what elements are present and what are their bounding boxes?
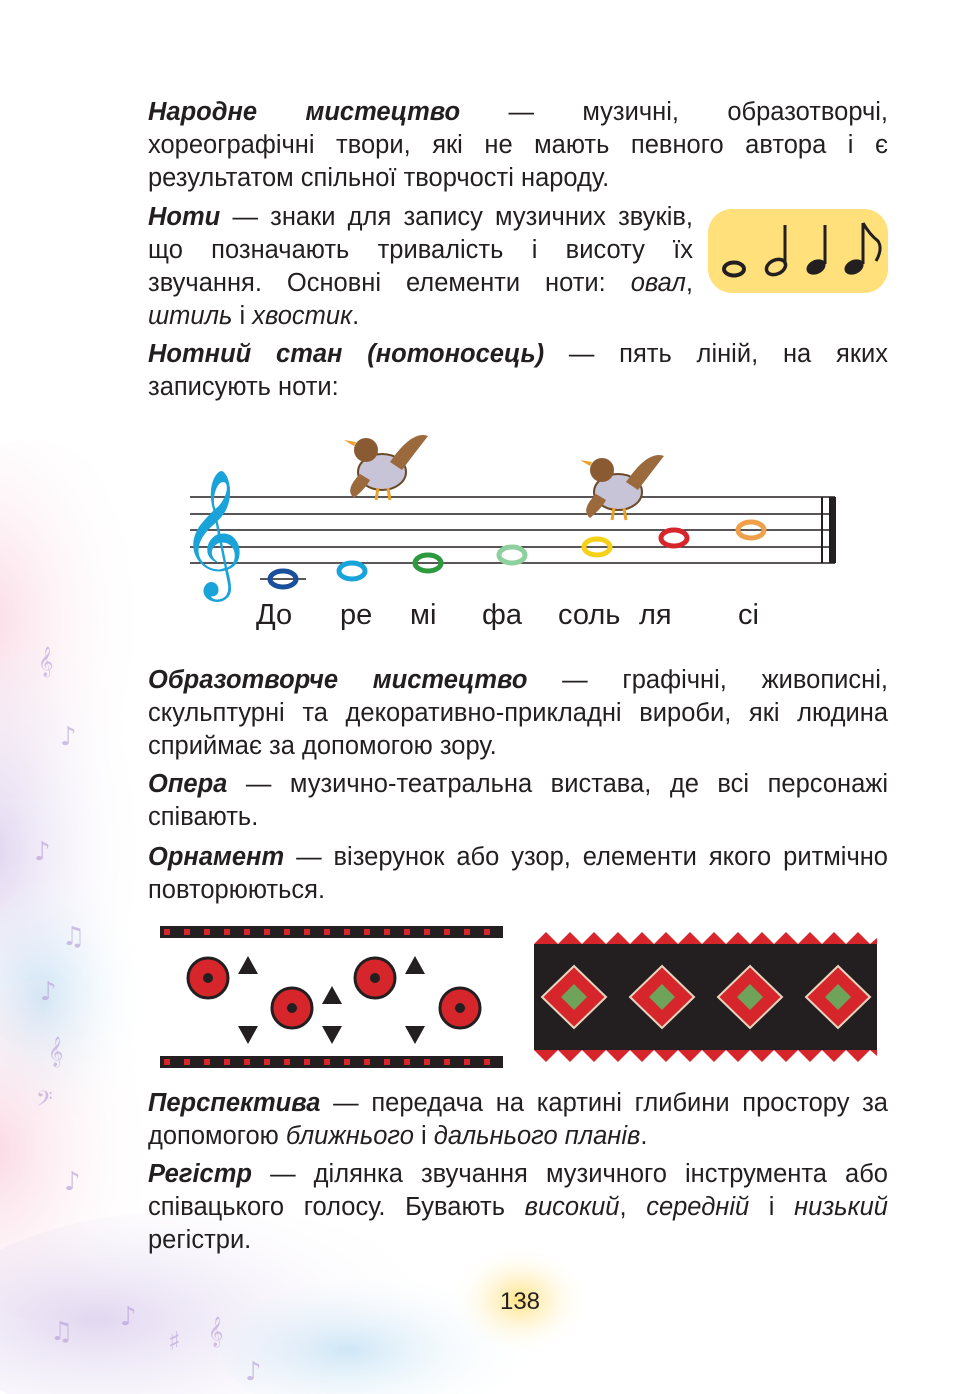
entry-staff (148, 338, 888, 404)
svg-text:𝄢: 𝄢 (36, 1087, 53, 1117)
definition-perspective: — передача на картині глибини простору за допомогою (148, 1089, 888, 1150)
term-register: Регістр (148, 1160, 252, 1188)
svg-text:♪: ♪ (245, 1357, 262, 1387)
perspective-near-plan: ближнього (285, 1122, 414, 1150)
solfege-sol: соль (558, 599, 621, 631)
solfege-fa: фа (482, 599, 522, 631)
note-element-flag: хвостик (252, 302, 353, 330)
entry-notes (148, 201, 693, 333)
separator: і (413, 1122, 434, 1150)
separator: регістри. (148, 1226, 252, 1254)
register-high: високий (524, 1193, 620, 1221)
solfege-re: ре (340, 599, 373, 631)
svg-text:♯: ♯ (168, 1327, 181, 1357)
solfege-mi: мі (410, 599, 437, 631)
svg-text:♪: ♪ (64, 1167, 81, 1197)
svg-text:𝄞: 𝄞 (208, 1317, 224, 1347)
term-staff: Нотний стан (нотоносець) (148, 340, 545, 368)
definition-opera: — музично-театральна вистава, де всі персонажі співають. (148, 770, 888, 831)
definition-staff: — пять ліній, на яких записують ноти: (148, 340, 888, 401)
perspective-far-plans: дальнього планів (433, 1122, 641, 1150)
note-element-oval: овал (630, 269, 686, 297)
note-element-stem: штиль (148, 302, 233, 330)
definition-visual-art: — графічні, живописні, скульптурні та декоративно-прикладні вироби, які людина сприймає за допомогою зору. (148, 666, 888, 760)
term-notes: Ноти (148, 203, 221, 231)
ornament-geometric-image (534, 926, 877, 1068)
entry-folk-art (148, 96, 888, 195)
separator: . (640, 1122, 648, 1150)
page-number: 138 (499, 1288, 541, 1315)
entry-perspective (148, 1087, 888, 1153)
solfege-do: До (256, 599, 293, 631)
treble-clef-icon: 𝄞 (180, 468, 246, 596)
register-middle: середній (646, 1193, 750, 1221)
separator: і (749, 1193, 795, 1221)
separator: . (352, 302, 360, 330)
term-perspective: Перспектива (148, 1089, 321, 1117)
entry-ornament (148, 841, 888, 907)
svg-text:♪: ♪ (60, 722, 77, 752)
solfege-la: ля (639, 599, 672, 631)
term-ornament: Орнамент (148, 843, 285, 871)
definition-folk-art: — музичні, образотворчі, хореографічні твори, які не мають певного автора і є результатом спільної творчості народу. (148, 98, 888, 192)
svg-text:𝄞: 𝄞 (38, 647, 54, 677)
svg-text:♪: ♪ (34, 837, 51, 867)
separator: , (619, 1193, 647, 1221)
term-opera: Опера (148, 770, 228, 798)
entry-register (148, 1158, 888, 1257)
svg-text:♪: ♪ (40, 977, 57, 1007)
entry-visual-art (148, 664, 888, 763)
ornament-flowers-image (160, 926, 503, 1068)
svg-text:♪: ♪ (120, 1302, 137, 1332)
separator: , (685, 269, 693, 297)
term-visual-art: Образотворче мистецтво (148, 666, 528, 694)
register-low: низький (794, 1193, 888, 1221)
separator: і (232, 302, 253, 330)
svg-text:♫: ♫ (50, 1317, 74, 1347)
definition-notes: — знаки для запису музичних звуків, що позначають тривалість і висоту їх звучання. Основні елементи ноти: (148, 203, 693, 297)
entry-opera (148, 768, 888, 834)
term-folk-art: Народне мистецтво (148, 98, 461, 126)
definition-ornament: — візерунок або узор, елементи якого ритмічно повторюються. (148, 843, 888, 904)
note-durations-icon (708, 209, 888, 293)
definition-register: — ділянка звучання музичного інструмента або співацького голосу. Бувають (148, 1160, 888, 1221)
svg-text:𝄞: 𝄞 (48, 1037, 64, 1067)
note-durations-illustration (708, 209, 888, 293)
solfege-si: сі (738, 599, 759, 631)
svg-text:♫: ♫ (62, 922, 86, 952)
